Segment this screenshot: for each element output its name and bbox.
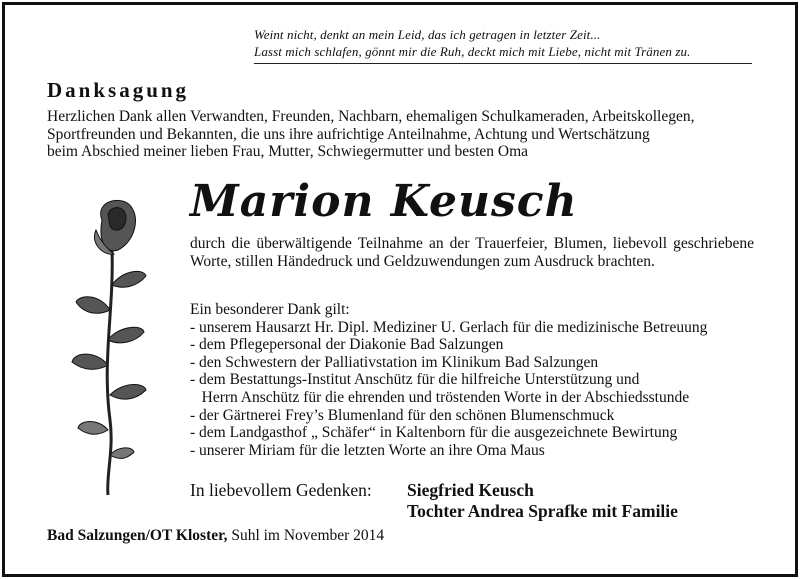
special-thanks [190,301,770,459]
thanks-body-text: durch die überwältigende Teilnahme an der Trauerfeier, Blumen, liebevoll geschriebene Worte, stillen Händedruck und Geldzuwendungen zum Ausdruck brachten. [190,235,754,270]
list-item: - den Schwestern der Palliativstation im Klinikum Bad Salzungen [190,353,599,371]
place-date [47,527,384,545]
place: Bad Salzungen/OT Kloster, [47,527,228,544]
special-thanks-list [190,319,770,460]
intro-text [47,108,753,161]
list-item: - dem Landgasthof „ Schäfer“ in Kaltenborn für die ausgezeichnete Bewirtung [190,424,678,442]
mourner-name: Tochter Andrea Sprafke mit Familie [407,501,678,521]
motto [254,26,690,60]
date: Suhl im November 2014 [227,527,385,544]
memory-names [407,480,678,522]
intro-line-1: Herzlichen Dank allen Verwandten, Freunden, Nachbarn, ehemaligen Schulkameraden, Arbeitskollegen, [47,108,695,125]
list-item: Herrn Anschütz für die ehrenden und tröstenden Worte in der Abschiedsstunde [190,388,690,406]
list-item: - dem Pflegepersonal der Diakonie Bad Salzungen [190,336,504,354]
motto-divider [254,63,752,64]
intro-line-3: beim Abschied meiner lieben Frau, Mutter, Schwiegermutter und besten Oma [47,143,529,160]
deceased-name: Marion Keusch [190,176,578,227]
page-title: Danksagung [47,78,190,102]
mourner-name: Siegfried Keusch [407,480,534,500]
list-item: - der Gärtnerei Frey’s Blumenland für den schönen Blumenschmuck [190,406,615,424]
motto-line-2: Lasst mich schlafen, gönnt mir die Ruh, deckt mich mit Liebe, nicht mit Tränen zu. [254,44,691,59]
list-item: - unserem Hausarzt Hr. Dipl. Mediziner U. Gerlach für die medizinische Betreuung [190,318,708,336]
intro-line-2: Sportfreunden und Bekannten, die uns ihre aufrichtige Anteilnahme, Achtung und Wertschätzung [47,125,650,143]
list-item: - dem Bestattungs-Institut Anschütz für die hilfreiche Unterstützung und [190,371,640,389]
rose-icon [62,190,162,500]
list-item: - unserer Miriam für die letzten Worte an ihre Oma Maus [190,441,545,459]
special-thanks-title: Ein besonderer Dank gilt: [190,301,350,318]
memory-label: In liebevollem Gedenken: [190,480,372,500]
motto-line-1: Weint nicht, denkt an mein Leid, das ich getragen in letzter Zeit... [254,27,601,42]
